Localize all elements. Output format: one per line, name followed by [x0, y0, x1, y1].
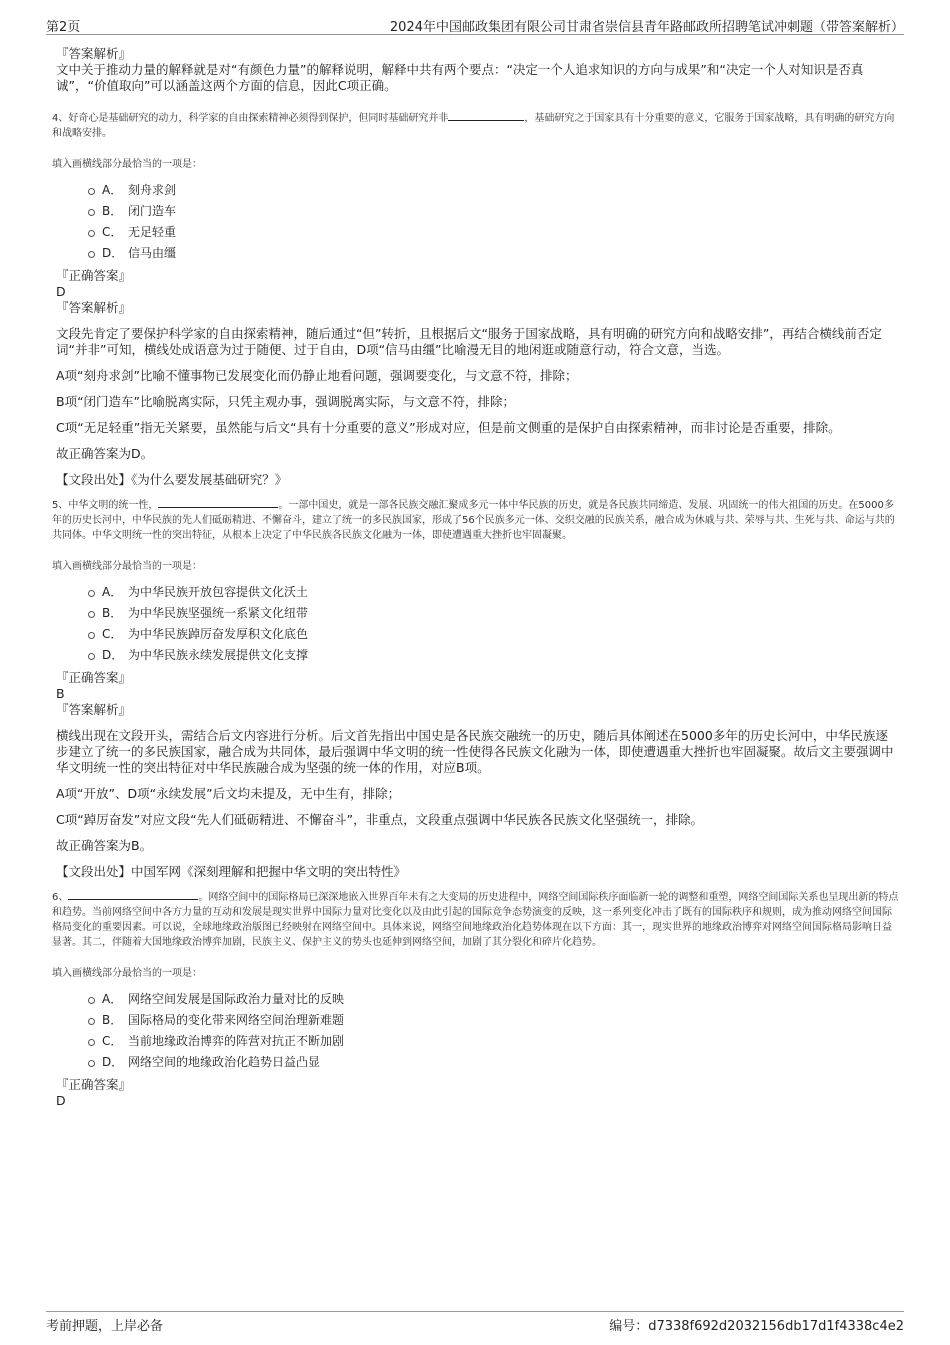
q4-option-c[interactable]: C． 无足轻重	[88, 222, 900, 243]
q3-explain-label: 『答案解析』	[56, 46, 132, 61]
q4-stem-pre: 4、好奇心是基础研究的动力，科学家的自由探索精神必须得到保护，但同时基础研究并非	[52, 113, 449, 124]
footer-slogan: 考前押题，上岸必备	[46, 1319, 164, 1334]
q5-blank	[158, 498, 278, 508]
q4-answer-label: 『正确答案』	[56, 268, 132, 283]
q5-answer: B	[56, 686, 65, 701]
q6-stem-post: 。网络空间中的国际格局已深深地嵌入世界百年未有之大变局的历史进程中，网络空间国际秩序面临新一轮的调整和重塑，网络空间国际关系也呈现出新的特点和趋势。当前网络空间中各方力量的互动和发展是现实世界中国际力量对比变化以及由此引起的国际竞争态势演变的反映，这一系列变化冲击了既有的国际秩序和规则，成为推动网络空间国际格局变化的重要因素。可以说，全球地缘政治版图已经映射在网络空间中。具体来说，网络空间地缘政治化趋势体现在以下方面：其一，现实世界的地缘政治博弈对网络空间国际格局影响日益显著。其二，伴随着大国地缘政治博弈加剧，民族主义、保护主义的势头也延伸到网络空间，加剧了其分裂化和碎片化趋势。	[52, 892, 899, 948]
q4-stem	[52, 111, 900, 141]
radio-icon[interactable]	[88, 188, 95, 195]
radio-icon[interactable]	[88, 1039, 95, 1046]
q5-explain-p4: 故正确答案为B。	[56, 838, 153, 853]
q6-stem	[52, 890, 900, 950]
q3-explain: 文中关于推动力量的解释就是对“有颜色力量”的解释说明，解释中共有两个要点：“决定一个人追求知识的方向与成果”和“决定一个人对知识是否真诚”，“价值取向”可以涵盖这两个方面的信息，因此C项正确。	[56, 62, 864, 93]
q4-explain-p4: C项“无足轻重”指无关紧要，虽然能与后文“具有十分重要的意义”形成对应，但是前文侧重的是保护自由探索精神，而非讨论是否重要，排除。	[56, 420, 841, 435]
page-footer	[46, 1311, 904, 1332]
q5-option-d[interactable]: D． 为中华民族永续发展提供文化支撑	[88, 645, 900, 666]
page-header	[46, 14, 904, 35]
q6-blank	[68, 890, 198, 900]
q4-explain-p5: 故正确答案为D。	[56, 446, 154, 461]
q6-stem-pre: 6、	[52, 892, 69, 903]
q6-option-a[interactable]: A． 网络空间发展是国际政治力量对比的反映	[88, 989, 900, 1010]
q5-stem	[52, 498, 900, 543]
radio-icon[interactable]	[88, 997, 95, 1004]
q6-answer: D	[56, 1093, 66, 1108]
q5-explain-p2: A项“开放”、D项“永续发展”后文均未提及，无中生有，排除；	[56, 786, 401, 801]
q4-options	[88, 180, 900, 264]
q4-option-d[interactable]: D． 信马由缰	[88, 243, 900, 264]
q4-option-a[interactable]: A． 刻舟求剑	[88, 180, 900, 201]
q6-option-d[interactable]: D． 网络空间的地缘政治化趋势日益凸显	[88, 1052, 900, 1073]
q5-prompt: 填入画横线部分最恰当的一项是：	[52, 561, 202, 572]
footer-code-label: 编号：	[609, 1319, 649, 1334]
radio-icon[interactable]	[88, 209, 95, 216]
q5-explain-label: 『答案解析』	[56, 702, 132, 717]
footer-code-value: d7338f692d2032156db17d1f4338c4e2	[648, 1319, 904, 1334]
page-number: 第2页	[46, 20, 81, 35]
q6-option-c[interactable]: C． 当前地缘政治博弈的阵营对抗正不断加剧	[88, 1031, 900, 1052]
footer-code	[609, 1315, 904, 1334]
q4-explain-p2: A项“刻舟求剑”比喻不懂事物已发展变化而仍静止地看问题，强调要变化，与文意不符，排除；	[56, 368, 578, 383]
q4-option-b[interactable]: B． 闭门造车	[88, 201, 900, 222]
q5-stem-post: 。一部中国史，就是一部各民族交融汇聚成多元一体中华民族的历史，就是各民族共同缔造、发展、巩固统一的伟大祖国的历史。在5000多年的历史长河中，中华民族的先人们砥砺精进、不懈奋斗，建立了统一的多民族国家，形成了56个民族多元一体、交织交融的民族关系，融合成为休戚与共、荣辱与共、生死与共、命运与共的共同体。中华文明统一性的突出特征，从根本上决定了中华民族各民族文化融为一体，即使遭遇重大挫折也牢固凝聚。	[52, 500, 895, 541]
q5-source: 【文段出处】中国军网《深刻理解和把握中华文明的突出特性》	[56, 864, 407, 879]
radio-icon[interactable]	[88, 590, 95, 597]
q6-answer-label: 『正确答案』	[56, 1077, 132, 1092]
q5-explain-p3: C项“踔厉奋发”对应文段“先人们砥砺精进、不懈奋斗”，非重点，文段重点强调中华民族各民族文化坚强统一，排除。	[56, 812, 704, 827]
q5-explain-p1: 横线出现在文段开头，需结合后文内容进行分析。后文首先指出中国史是各民族交融统一的历史，随后具体阐述在5000多年的历史长河中，中华民族逐步建立了统一的多民族国家，融合成为共同体，最后强调中华文明的统一性使得各民族文化融为一体，即使遭遇重大挫折也牢固凝聚。故后文主要强调中华文明统一性的突出特征对中华民族融合成为坚强的统一体的作用，对应B项。	[56, 728, 894, 775]
document-body	[52, 44, 900, 1109]
q6-prompt: 填入画横线部分最恰当的一项是：	[52, 968, 202, 979]
q4-explain-p3: B项“闭门造车”比喻脱离实际，只凭主观办事，强调脱离实际，与文意不符，排除；	[56, 394, 516, 409]
radio-icon[interactable]	[88, 251, 95, 258]
q4-blank	[448, 111, 524, 121]
q5-option-b[interactable]: B． 为中华民族坚强统一系紧文化纽带	[88, 603, 900, 624]
q5-option-c[interactable]: C． 为中华民族踔厉奋发厚积文化底色	[88, 624, 900, 645]
q4-prompt: 填入画横线部分最恰当的一项是：	[52, 159, 202, 170]
radio-icon[interactable]	[88, 1060, 95, 1067]
q4-answer: D	[56, 284, 66, 299]
radio-icon[interactable]	[88, 230, 95, 237]
radio-icon[interactable]	[88, 632, 95, 639]
q6-options	[88, 989, 900, 1073]
q4-source: 【文段出处】《为什么要发展基础研究？》	[56, 472, 288, 487]
q4-explain-label: 『答案解析』	[56, 300, 132, 315]
q5-answer-label: 『正确答案』	[56, 670, 132, 685]
q5-stem-pre: 5、中华文明的统一性，	[52, 500, 159, 511]
q5-options	[88, 582, 900, 666]
radio-icon[interactable]	[88, 1018, 95, 1025]
radio-icon[interactable]	[88, 653, 95, 660]
q4-stem-post: ，基础研究之于国家具有十分重要的意义，它服务于国家战略，具有明确的研究方向和战略安排。	[52, 113, 895, 139]
document-title: 2024年中国邮政集团有限公司甘肃省崇信县青年路邮政所招聘笔试冲刺题（带答案解析）	[389, 20, 904, 35]
q4-explain-p1: 文段先肯定了要保护科学家的自由探索精神，随后通过“但”转折，且根据后文“服务于国家战略，具有明确的研究方向和战略安排”，再结合横线前否定词“并非”可知，横线处成语意为过于随便、过于自由，D项“信马由缰”比喻漫无目的地闲逛或随意行动，符合文意，当选。	[56, 326, 882, 357]
q6-option-b[interactable]: B． 国际格局的变化带来网络空间治理新难题	[88, 1010, 900, 1031]
radio-icon[interactable]	[88, 611, 95, 618]
q5-option-a[interactable]: A． 为中华民族开放包容提供文化沃土	[88, 582, 900, 603]
